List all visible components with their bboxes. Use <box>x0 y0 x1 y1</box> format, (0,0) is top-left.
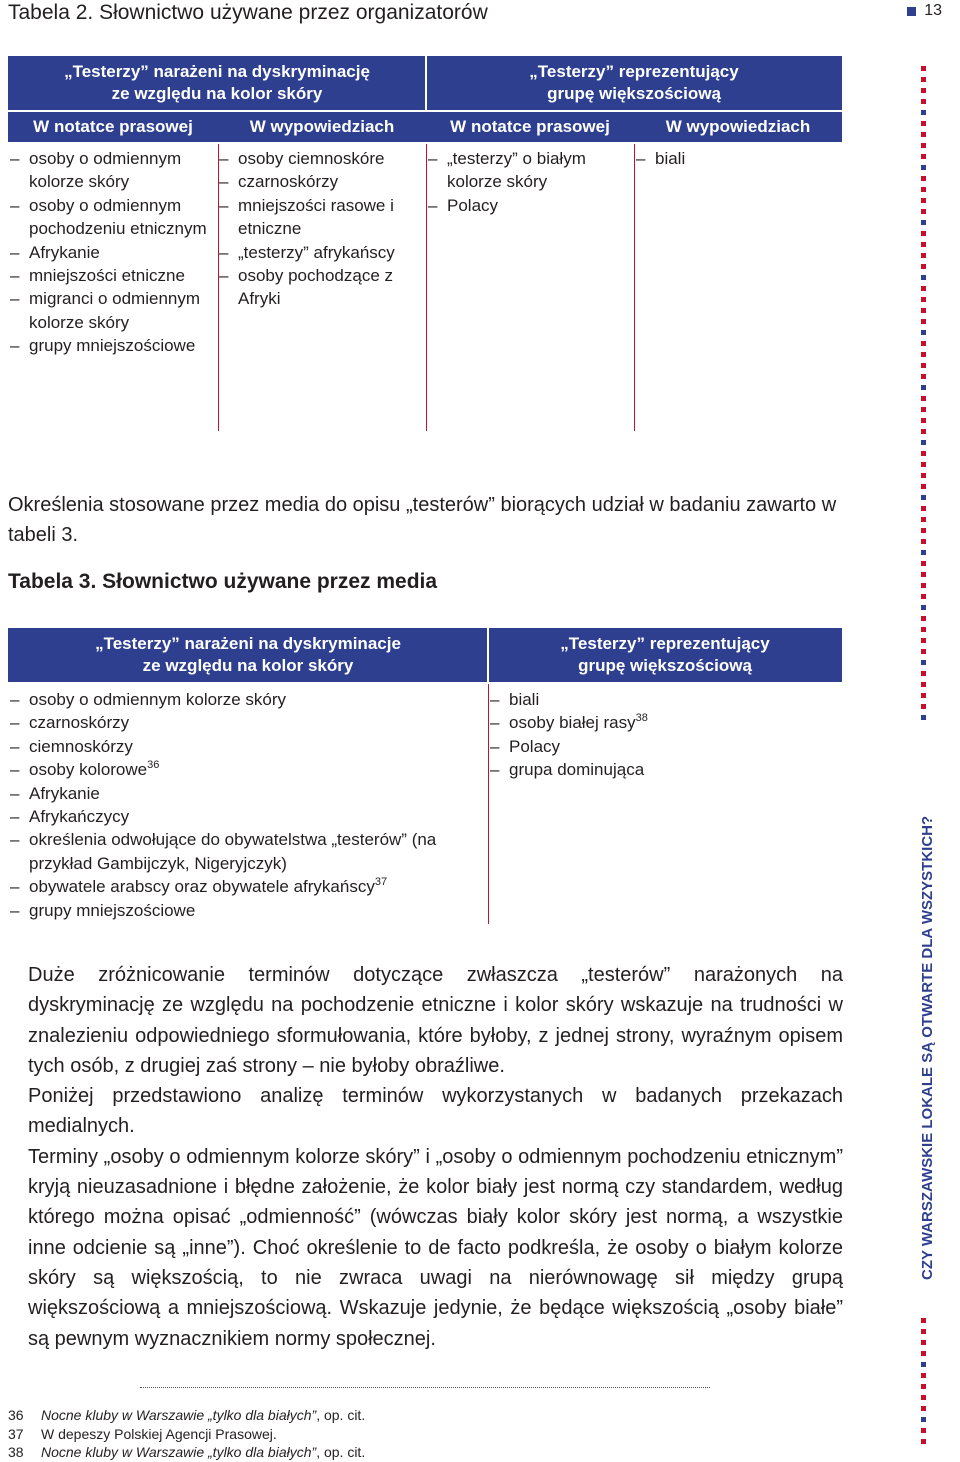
sidebar-dot <box>921 374 926 379</box>
sidebar-dot <box>921 627 926 632</box>
list-item: – „testerzy” afrykańscy <box>217 241 422 264</box>
table2-header-left <box>8 56 426 110</box>
sidebar-dot <box>921 1373 926 1378</box>
list-item: – Polacy <box>488 735 838 758</box>
table2-col1-list <box>8 147 213 358</box>
list-item: – osoby pochodzące z Afryki <box>217 264 422 311</box>
table3-header-divider <box>487 628 489 682</box>
sidebar-dot <box>921 165 926 170</box>
page-number-block <box>907 2 942 20</box>
sidebar-dot <box>921 396 926 401</box>
sidebar-dot <box>921 231 926 236</box>
table2-subheader-2: W wypowiedziach <box>249 117 395 136</box>
sidebar-dot <box>921 407 926 412</box>
paragraph-2: Poniżej przedstawiono analizę terminów wykorzystanych w badanych przekazach medialnych. <box>28 1085 843 1138</box>
intro-text: Określenia stosowane przez media do opisu „testerów” biorących udział w badaniu zawarto w tabeli 3. <box>8 494 837 547</box>
sidebar-dot <box>921 297 926 302</box>
sidebar-dot <box>921 275 926 280</box>
table2-header-left-text: „Testerzy” narażeni na dyskryminację ze względu na kolor skóry <box>64 62 370 103</box>
sidebar-dot <box>921 341 926 346</box>
table3-left-list <box>8 688 478 922</box>
sidebar-dot <box>921 121 926 126</box>
sidebar-dot <box>921 418 926 423</box>
table2-title: Tabela 2. Słownictwo używane przez organizatorów <box>8 1 488 24</box>
sidebar-dot <box>921 308 926 313</box>
sidebar-dot <box>921 363 926 368</box>
sidebar-dot <box>921 517 926 522</box>
sidebar-dot <box>921 286 926 291</box>
table2-subheader-3: W notatce prasowej <box>450 117 610 136</box>
sidebar-dot <box>921 495 926 500</box>
sidebar-dot <box>921 352 926 357</box>
sidebar-dot <box>921 605 926 610</box>
sidebar-dot <box>921 242 926 247</box>
sidebar-dot <box>921 594 926 599</box>
table3-header-right <box>488 628 842 682</box>
list-item: – osoby kolorowe$^{36}$ <box>8 758 478 781</box>
sidebar-dot <box>921 176 926 181</box>
footnote-ref: 36 <box>147 759 160 772</box>
sidebar-dot <box>921 1351 926 1356</box>
sidebar-dot <box>921 1395 926 1400</box>
footnote-ref: 38 <box>635 712 648 725</box>
sidebar-dot <box>921 132 926 137</box>
sidebar-dot <box>921 1428 926 1433</box>
sidebar-dot <box>921 528 926 533</box>
sidebar-dot <box>921 330 926 335</box>
sidebar-dot <box>921 561 926 566</box>
sidebar-dot <box>921 462 926 467</box>
sidebar-dot <box>921 319 926 324</box>
sidebar-title: CZY WARSZAWSKIE LOKALE SĄ OTWARTE DLA WSZYSTKICH? <box>919 815 936 1280</box>
footnote-37: 37 W depeszy Polskiej Agencji Prasowej. <box>8 1425 277 1442</box>
list-item: – określenia odwołujące do obywatelstwa „testerów” (na przykład Gambijczyk, Nigeryjczyk) <box>8 828 478 875</box>
sidebar-dot <box>921 1340 926 1345</box>
sidebar-dot <box>921 572 926 577</box>
sidebar-dot <box>921 187 926 192</box>
table2-header-right-text: „Testerzy” reprezentujący grupę większościową <box>529 62 739 103</box>
sidebar-dot <box>921 1329 926 1334</box>
page-marker-icon <box>907 7 916 16</box>
list-item: – osoby ciemnoskóre <box>217 147 422 170</box>
sidebar-dot <box>921 154 926 159</box>
sidebar-dot <box>921 1406 926 1411</box>
list-item: – osoby o odmiennym kolorze skóry <box>8 147 213 194</box>
list-item: – grupy mniejszościowe <box>8 334 213 357</box>
sidebar-dot <box>921 1439 926 1444</box>
table2-col-rule-3 <box>634 144 635 431</box>
list-item: – osoby o odmiennym pochodzeniu etnicznym <box>8 194 213 241</box>
sidebar-dot <box>921 638 926 643</box>
sidebar-dot <box>921 550 926 555</box>
table2-subheader-1: W notatce prasowej <box>33 117 193 136</box>
sidebar-dot <box>921 198 926 203</box>
sidebar-dot <box>921 649 926 654</box>
list-item: – mniejszości rasowe i etniczne <box>217 194 422 241</box>
sidebar-dot <box>921 99 926 104</box>
sidebar-dot <box>921 715 926 720</box>
list-item: – grupa dominująca <box>488 758 838 781</box>
sidebar-dot <box>921 1384 926 1389</box>
sidebar-dot <box>921 429 926 434</box>
list-item: – Polacy <box>426 194 626 217</box>
sidebar-dot <box>921 484 926 489</box>
list-item: – Afrykanie <box>8 782 478 805</box>
sidebar-dot <box>921 671 926 676</box>
list-item: – grupy mniejszościowe <box>8 899 478 922</box>
list-item: – obywatele arabscy oraz obywatele afrykańscy$^{37}$ <box>8 875 478 898</box>
sidebar-dot <box>921 385 926 390</box>
page-number: 13 <box>924 2 942 19</box>
list-item: – biali <box>634 147 834 170</box>
list-item: – osoby o odmiennym kolorze skóry <box>8 688 478 711</box>
footnote-36: 36 Nocne kluby w Warszawie „tylko dla białych”, op. cit. <box>8 1407 366 1423</box>
table2-col2-list <box>217 147 422 311</box>
list-item: – biali <box>488 688 838 711</box>
sidebar-dot <box>921 88 926 93</box>
list-item: – osoby białej rasy$^{38}$ <box>488 711 838 734</box>
sidebar-dot <box>921 539 926 544</box>
list-item: – mniejszości etniczne <box>8 264 213 287</box>
sidebar-dot <box>921 660 926 665</box>
sidebar-dot <box>921 704 926 709</box>
table2-col4-list <box>634 147 834 170</box>
paragraph-1: Duże zróżnicowanie terminów dotyczące zwłaszcza „testerów” narażonych na dyskryminację ze względu na pochodzenie etniczne i kolor skóry wskazuje na trudności w znalezieniu odpowiedniego sformułowania, które byłoby, z jednej strony, wyraźnym opisem tych osób, z drugiej zaś strony – nie byłoby obraźliwe. <box>28 964 843 1077</box>
table2-header-right <box>426 56 842 110</box>
sidebar-dot <box>921 209 926 214</box>
sidebar-dot <box>921 66 926 71</box>
sidebar-dot <box>921 220 926 225</box>
sidebar-dot <box>921 143 926 148</box>
footnote-ref: 37 <box>374 876 388 889</box>
sidebar-dot <box>921 77 926 82</box>
list-item: – Afrykańczycy <box>8 805 478 828</box>
sidebar-dots-top <box>921 66 927 726</box>
table2-col3-list <box>426 147 626 217</box>
sidebar-dot <box>921 1417 926 1422</box>
list-item: – migranci o odmiennym kolorze skóry <box>8 287 213 334</box>
sidebar-dot <box>921 616 926 621</box>
sidebar-dots-bottom <box>921 1318 927 1450</box>
table3-header-left <box>8 628 488 682</box>
table2-subheader-4: W wypowiedziach <box>665 117 811 136</box>
footnote-separator <box>140 1387 710 1388</box>
table3-title: Tabela 3. Słownictwo używane przez media <box>8 570 438 593</box>
sidebar-dot <box>921 1318 926 1323</box>
footnotes <box>8 1406 838 1462</box>
sidebar-dot <box>921 1362 926 1367</box>
sidebar-dot <box>921 451 926 456</box>
sidebar-dot <box>921 682 926 687</box>
sidebar-dot <box>921 110 926 115</box>
sidebar-dot <box>921 583 926 588</box>
list-item: – czarnoskórzy <box>8 711 478 734</box>
table3-header-right-text: „Testerzy” reprezentujący grupę większościową <box>560 634 770 675</box>
footnote-38: 38 Nocne kluby w Warszawie „tylko dla białych”, op. cit. <box>8 1444 366 1460</box>
sidebar-dot <box>921 440 926 445</box>
sidebar-dot <box>921 253 926 258</box>
list-item: – czarnoskórzy <box>217 170 422 193</box>
table2-header-divider <box>425 56 427 110</box>
paragraph-3: Terminy „osoby o odmiennym kolorze skóry” i „osoby o odmiennym pochodzeniu etnicznym” kryją nieuzasadnione i błędne założenie, że kolor biały jest normą czy standardem, według którego można opisać „odmienność” (wówczas biały kolor skóry jest normą, a wszystkie inne odcienie są „inne”). Choć określenie to de facto podkreśla, że osoby o białym kolorze skóry są większością, to nie zwraca uwagi na nierównowagę sił między grupą większościową a mniejszościową. Wskazuje jedynie, że będące większością „osoby białe” są pewnym wyznacznikiem normy społecznej. <box>28 1145 843 1350</box>
sidebar-dot <box>921 473 926 478</box>
sidebar-dot <box>921 693 926 698</box>
body-text <box>8 960 843 1354</box>
table3-header-left-text: „Testerzy” narażeni na dyskryminacje ze względu na kolor skóry <box>95 634 401 675</box>
sidebar-dot <box>921 264 926 269</box>
list-item: – „testerzy” o białym kolorze skóry <box>426 147 626 194</box>
sidebar-dot <box>921 506 926 511</box>
list-item: – Afrykanie <box>8 241 213 264</box>
table3-right-list <box>488 688 838 782</box>
list-item: – ciemnoskórzy <box>8 735 478 758</box>
